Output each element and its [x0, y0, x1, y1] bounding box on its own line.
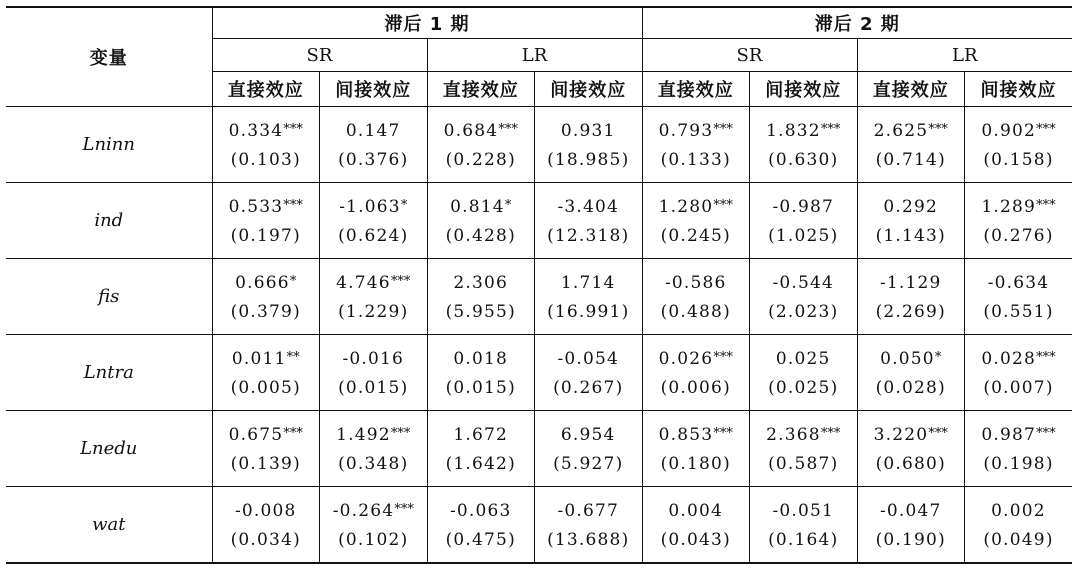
- estimate-cell: [212, 107, 320, 183]
- estimate-cell: [750, 259, 858, 335]
- coefficient-line: [535, 343, 642, 374]
- estimate-cell: [642, 259, 750, 335]
- significance-stars: ***: [928, 121, 948, 137]
- coefficient-line: [320, 267, 427, 298]
- estimate-cell: [535, 107, 643, 183]
- estimate-cell: [965, 259, 1073, 335]
- coefficient-line: [535, 419, 642, 450]
- standard-error: (0.028): [875, 377, 946, 398]
- coefficient-line: [750, 495, 857, 526]
- estimate-cell: [857, 335, 965, 411]
- standard-error: (0.049): [983, 529, 1054, 550]
- coefficient-line: [213, 267, 320, 298]
- estimate-cell: [535, 487, 643, 564]
- estimate-cell: [320, 107, 428, 183]
- estimate-cell: [212, 411, 320, 487]
- variable-name: fis: [6, 259, 212, 335]
- standard-error: (0.475): [445, 529, 516, 550]
- significance-stars: ***: [390, 273, 411, 289]
- horizon-header: LR: [857, 39, 1072, 72]
- significance-stars: ***: [1036, 121, 1056, 137]
- table-row: [6, 487, 1072, 564]
- coefficient-line: [643, 495, 750, 526]
- coefficient-line: [750, 343, 857, 374]
- coefficient-value: 1.280: [658, 196, 714, 217]
- coefficient-value: -0.677: [557, 500, 620, 521]
- standard-error: (0.714): [875, 149, 946, 170]
- coefficient-value: -0.054: [557, 348, 620, 369]
- standard-error: (0.164): [768, 529, 839, 550]
- coefficient-line: [643, 267, 750, 298]
- table-row: [6, 183, 1072, 259]
- estimate-cell: [212, 259, 320, 335]
- estimate-cell: [642, 411, 750, 487]
- coefficient-value: -0.063: [449, 500, 512, 521]
- standard-error: (0.190): [875, 529, 946, 550]
- coefficient-value: 1.832: [766, 120, 821, 141]
- coefficient-line: [750, 191, 857, 222]
- coefficient-line: [750, 115, 857, 146]
- standard-error: (0.025): [768, 377, 839, 398]
- coefficient-value: 0.028: [981, 348, 1037, 369]
- standard-error: (5.955): [445, 301, 516, 322]
- coefficient-value: 2.306: [453, 272, 509, 293]
- standard-error: (2.269): [875, 301, 946, 322]
- coefficient-line: [858, 115, 965, 146]
- standard-error: (0.006): [660, 377, 731, 398]
- coefficient-value: 6.954: [560, 424, 616, 445]
- significance-stars: *: [289, 273, 297, 289]
- significance-stars: ***: [498, 121, 518, 137]
- estimate-cell: [857, 183, 965, 259]
- coefficient-line: [535, 267, 642, 298]
- table-row: [6, 259, 1072, 335]
- coefficient-line: [965, 343, 1072, 374]
- estimate-cell: [750, 335, 858, 411]
- effect-header: 直接效应: [857, 72, 965, 107]
- coefficient-value: 0.026: [658, 348, 714, 369]
- standard-error: (0.007): [983, 377, 1054, 398]
- coefficient-line: [750, 267, 857, 298]
- standard-error: (0.034): [230, 529, 301, 550]
- coefficient-value: 0.814: [450, 196, 505, 217]
- coefficient-line: [643, 191, 750, 222]
- standard-error: (1.025): [768, 225, 839, 246]
- lag-1-header: 滞后 1 期: [212, 7, 642, 39]
- effect-header: 直接效应: [212, 72, 320, 107]
- standard-error: (0.180): [660, 453, 731, 474]
- standard-error: (0.428): [445, 225, 516, 246]
- estimate-cell: [965, 411, 1073, 487]
- coefficient-value: 0.147: [345, 120, 401, 141]
- coefficient-line: [213, 495, 320, 526]
- coefficient-line: [213, 191, 320, 222]
- standard-error: (0.197): [230, 225, 301, 246]
- coefficient-line: [428, 191, 535, 222]
- significance-stars: ***: [394, 501, 414, 517]
- regression-table-container: [0, 6, 1080, 564]
- coefficient-line: [428, 419, 535, 450]
- significance-stars: ***: [283, 425, 303, 441]
- coefficient-value: 2.368: [766, 424, 821, 445]
- estimate-cell: [965, 183, 1073, 259]
- coefficient-value: 4.746: [336, 272, 391, 293]
- coefficient-value: -0.264: [332, 500, 395, 521]
- standard-error: (0.015): [445, 377, 516, 398]
- estimate-cell: [750, 411, 858, 487]
- coefficient-value: -0.047: [879, 500, 942, 521]
- coefficient-line: [213, 115, 320, 146]
- coefficient-value: 2.625: [873, 120, 929, 141]
- significance-stars: ***: [390, 425, 411, 441]
- standard-error: (0.139): [230, 453, 301, 474]
- table-row: [6, 335, 1072, 411]
- coefficient-line: [535, 495, 642, 526]
- estimate-cell: [535, 183, 643, 259]
- variable-name: ind: [6, 183, 212, 259]
- effect-header: 间接效应: [750, 72, 858, 107]
- estimate-cell: [320, 183, 428, 259]
- estimate-cell: [750, 107, 858, 183]
- standard-error: (0.551): [983, 301, 1054, 322]
- estimate-cell: [320, 487, 428, 564]
- significance-stars: ***: [1036, 349, 1056, 365]
- estimate-cell: [427, 487, 535, 564]
- coefficient-line: [965, 267, 1072, 298]
- coefficient-line: [858, 419, 965, 450]
- coefficient-value: -0.051: [772, 500, 835, 521]
- significance-stars: ***: [820, 121, 841, 137]
- standard-error: (0.102): [338, 529, 409, 550]
- table-header: [6, 7, 1072, 107]
- estimate-cell: [212, 487, 320, 564]
- variable-name: Lninn: [6, 107, 212, 183]
- coefficient-value: -0.544: [772, 272, 835, 293]
- standard-error: (0.276): [983, 225, 1054, 246]
- significance-stars: *: [934, 349, 942, 365]
- estimate-cell: [857, 259, 965, 335]
- coefficient-value: 0.004: [668, 500, 724, 521]
- coefficient-line: [320, 191, 427, 222]
- standard-error: (0.624): [338, 225, 409, 246]
- coefficient-line: [428, 267, 535, 298]
- coefficient-line: [320, 115, 427, 146]
- horizon-header: SR: [642, 39, 857, 72]
- standard-error: (0.488): [660, 301, 731, 322]
- coefficient-line: [428, 343, 535, 374]
- standard-error: (1.642): [445, 453, 516, 474]
- estimate-cell: [427, 335, 535, 411]
- coefficient-line: [858, 495, 965, 526]
- coefficient-line: [320, 495, 427, 526]
- coefficient-value: 0.533: [228, 196, 284, 217]
- coefficient-line: [428, 495, 535, 526]
- coefficient-value: -1.129: [879, 272, 942, 293]
- coefficient-value: -0.634: [987, 272, 1050, 293]
- standard-error: (0.587): [768, 453, 839, 474]
- estimate-cell: [965, 107, 1073, 183]
- table-row: [6, 107, 1072, 183]
- coefficient-value: 1.714: [560, 272, 616, 293]
- coefficient-value: 3.220: [873, 424, 929, 445]
- estimate-cell: [320, 411, 428, 487]
- table-row: [6, 411, 1072, 487]
- estimate-cell: [212, 335, 320, 411]
- estimate-cell: [965, 335, 1073, 411]
- significance-stars: ***: [928, 425, 948, 441]
- coefficient-value: 0.666: [235, 272, 290, 293]
- coefficient-value: -3.404: [557, 196, 620, 217]
- estimate-cell: [857, 107, 965, 183]
- standard-error: (0.680): [875, 453, 946, 474]
- coefficient-line: [858, 343, 965, 374]
- coefficient-value: 0.292: [883, 196, 939, 217]
- coefficient-value: 1.289: [981, 196, 1037, 217]
- standard-error: (0.005): [230, 377, 301, 398]
- coefficient-value: 0.675: [228, 424, 284, 445]
- significance-stars: *: [400, 197, 408, 213]
- significance-stars: ***: [713, 349, 733, 365]
- coefficient-value: -0.008: [234, 500, 297, 521]
- standard-error: (0.630): [768, 149, 839, 170]
- coefficient-line: [965, 191, 1072, 222]
- estimate-cell: [212, 183, 320, 259]
- coefficient-value: -0.016: [342, 348, 405, 369]
- header-row-lag: [6, 7, 1072, 39]
- significance-stars: ***: [1036, 197, 1056, 213]
- estimate-cell: [642, 335, 750, 411]
- coefficient-line: [213, 419, 320, 450]
- coefficient-value: 0.902: [981, 120, 1037, 141]
- coefficient-value: 0.334: [228, 120, 284, 141]
- effect-header: 间接效应: [320, 72, 428, 107]
- coefficient-value: 0.684: [443, 120, 499, 141]
- effect-header: 直接效应: [642, 72, 750, 107]
- estimate-cell: [857, 411, 965, 487]
- significance-stars: ***: [713, 197, 733, 213]
- standard-error: (0.348): [338, 453, 409, 474]
- effect-header: 直接效应: [427, 72, 535, 107]
- standard-error: (0.245): [660, 225, 731, 246]
- standard-error: (1.143): [875, 225, 946, 246]
- significance-stars: ***: [713, 425, 733, 441]
- coefficient-value: 0.987: [981, 424, 1037, 445]
- horizon-header: SR: [212, 39, 427, 72]
- coefficient-line: [858, 267, 965, 298]
- estimate-cell: [427, 411, 535, 487]
- standard-error: (0.376): [338, 149, 409, 170]
- estimate-cell: [427, 107, 535, 183]
- standard-error: (16.991): [547, 301, 630, 322]
- significance-stars: ***: [1036, 425, 1056, 441]
- coefficient-value: 0.931: [560, 120, 616, 141]
- standard-error: (0.228): [445, 149, 516, 170]
- coefficient-value: -0.987: [772, 196, 835, 217]
- estimate-cell: [750, 487, 858, 564]
- significance-stars: ***: [283, 197, 303, 213]
- estimate-cell: [535, 335, 643, 411]
- standard-error: (2.023): [768, 301, 839, 322]
- significance-stars: ***: [820, 425, 841, 441]
- coefficient-value: 0.853: [658, 424, 714, 445]
- standard-error: (12.318): [547, 225, 630, 246]
- table-body: [6, 107, 1072, 564]
- coefficient-value: 0.011: [231, 348, 287, 369]
- estimate-cell: [965, 487, 1073, 564]
- coefficient-value: -1.063: [339, 196, 401, 217]
- coefficient-line: [213, 343, 320, 374]
- coefficient-value: 1.492: [336, 424, 391, 445]
- standard-error: (1.229): [338, 301, 409, 322]
- coefficient-value: 0.793: [658, 120, 714, 141]
- effect-header: 间接效应: [965, 72, 1073, 107]
- variable-header: 变量: [6, 7, 212, 107]
- standard-error: (0.158): [983, 149, 1054, 170]
- coefficient-value: 0.050: [880, 348, 935, 369]
- coefficient-line: [643, 115, 750, 146]
- estimate-cell: [642, 487, 750, 564]
- coefficient-line: [643, 343, 750, 374]
- significance-stars: *: [504, 197, 512, 213]
- coefficient-line: [535, 115, 642, 146]
- coefficient-line: [750, 419, 857, 450]
- coefficient-line: [535, 191, 642, 222]
- estimate-cell: [857, 487, 965, 564]
- lag-2-header: 滞后 2 期: [642, 7, 1072, 39]
- estimate-cell: [642, 183, 750, 259]
- standard-error: (0.103): [230, 149, 301, 170]
- estimate-cell: [535, 411, 643, 487]
- regression-table: [6, 6, 1072, 564]
- variable-name: wat: [6, 487, 212, 564]
- coefficient-line: [320, 419, 427, 450]
- coefficient-value: -0.586: [664, 272, 727, 293]
- coefficient-value: 0.002: [991, 500, 1046, 521]
- effect-header: 间接效应: [535, 72, 643, 107]
- estimate-cell: [320, 335, 428, 411]
- variable-name: Lntra: [6, 335, 212, 411]
- standard-error: (18.985): [547, 149, 630, 170]
- standard-error: (0.133): [660, 149, 731, 170]
- estimate-cell: [427, 259, 535, 335]
- coefficient-line: [965, 419, 1072, 450]
- significance-stars: ***: [713, 121, 733, 137]
- coefficient-line: [858, 191, 965, 222]
- standard-error: (0.267): [553, 377, 624, 398]
- standard-error: (0.379): [230, 301, 301, 322]
- estimate-cell: [320, 259, 428, 335]
- coefficient-line: [965, 115, 1072, 146]
- horizon-header: LR: [427, 39, 642, 72]
- significance-stars: ***: [283, 121, 303, 137]
- standard-error: (0.198): [983, 453, 1054, 474]
- variable-name: Lnedu: [6, 411, 212, 487]
- coefficient-line: [643, 419, 750, 450]
- coefficient-value: 0.018: [453, 348, 509, 369]
- coefficient-line: [428, 115, 535, 146]
- standard-error: (5.927): [553, 453, 624, 474]
- standard-error: (13.688): [547, 529, 630, 550]
- coefficient-line: [965, 495, 1072, 526]
- coefficient-value: 0.025: [775, 348, 831, 369]
- estimate-cell: [642, 107, 750, 183]
- standard-error: (0.015): [338, 377, 409, 398]
- estimate-cell: [427, 183, 535, 259]
- standard-error: (0.043): [660, 529, 731, 550]
- estimate-cell: [535, 259, 643, 335]
- coefficient-line: [320, 343, 427, 374]
- coefficient-value: 1.672: [453, 424, 509, 445]
- estimate-cell: [750, 183, 858, 259]
- significance-stars: **: [286, 349, 300, 365]
